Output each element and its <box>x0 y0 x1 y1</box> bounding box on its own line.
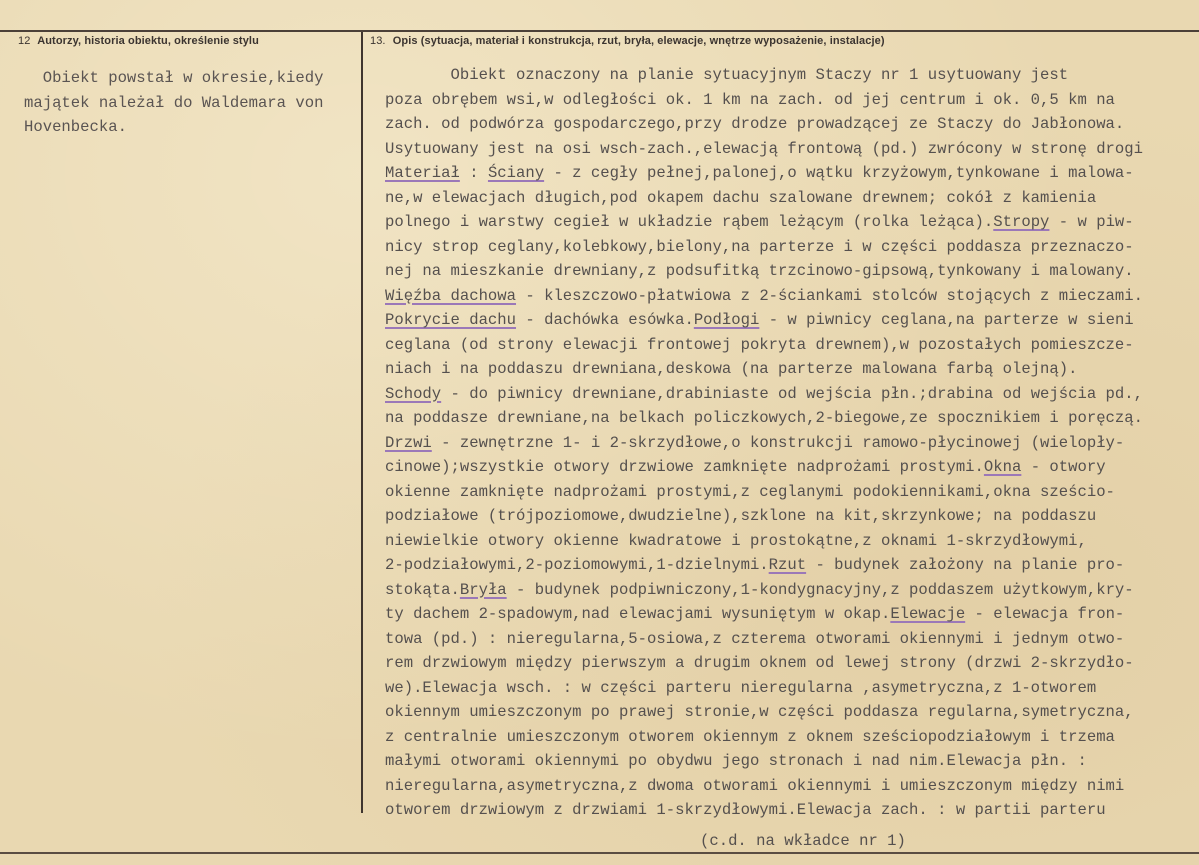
field-12-number: 12 <box>18 35 31 47</box>
field-13-line <box>385 504 1197 529</box>
field-13-line <box>385 333 1197 358</box>
body-text: zach. od podwórza gospodarczego,przy drodze prowadzącej ze Staczy do Jabłonowa. <box>385 115 1125 133</box>
field-13-line <box>385 798 1197 823</box>
field-13-line <box>385 210 1197 235</box>
section-keyword: Bryła <box>459 580 507 599</box>
field-13-line <box>385 259 1197 284</box>
body-text: niach i na poddaszu drewniana,deskowa (na parterze malowana farbą olejną). <box>385 360 1078 378</box>
field-13-line <box>385 382 1197 407</box>
body-text: rem drzwiowym między pierwszym a drugim oknem od lewej strony (drzwi 2-skrzydło- <box>385 654 1134 672</box>
body-text: polnego i warstwy cegieł w układzie rąbem leżącym (rolka leżąca). <box>385 213 994 231</box>
field-13-body <box>385 63 1197 823</box>
field-13-line <box>385 63 1197 88</box>
bottom-rule <box>0 852 1199 854</box>
section-keyword: Schody <box>385 384 442 403</box>
section-keyword: Stropy <box>993 213 1050 231</box>
field-13-line <box>385 602 1197 627</box>
body-text: : <box>459 164 488 182</box>
body-text: nicy strop ceglany,kolebkowy,bielony,na parterze i w części poddasza przeznaczo- <box>385 237 1134 256</box>
field-13-heading <box>370 35 885 47</box>
field-13-line <box>385 112 1197 137</box>
field-13-line <box>385 235 1197 260</box>
body-text: małymi otworami okiennymi po obydwu jego stronach i nad nim.Elewacja płn. : <box>385 752 1087 770</box>
body-text: nieregularna,asymetryczna,z dwoma otworami okiennymi i umieszczonym między nimi <box>385 776 1125 795</box>
body-text: - budynek założony na planie pro- <box>806 556 1125 574</box>
field-12-line: Hovenbecka. <box>24 118 127 136</box>
field-13-line <box>385 676 1197 701</box>
body-text: 2-podziałowymi,2-poziomowymi,1-dzielnymi. <box>385 556 769 574</box>
column-divider <box>361 32 363 813</box>
section-keyword: Materiał <box>385 164 460 182</box>
body-text: stokąta. <box>385 580 460 599</box>
body-text: ty dachem 2-spadowym,nad elewacjami wysuniętym w okap. <box>385 605 891 623</box>
field-13-line <box>385 88 1197 113</box>
body-text: poza obrębem wsi,w odległości ok. 1 km na zach. od jej centrum i ok. 0,5 km na <box>385 90 1115 109</box>
section-keyword: Drzwi <box>385 433 432 452</box>
body-text: - kleszczowo-płatwiowa z 2-ściankami stolców stojących z mieczami. <box>516 286 1143 305</box>
body-text: Usytuowany jest na osi wsch-zach.,elewacją frontową (pd.) zwrócony w stronę drogi <box>385 139 1143 158</box>
field-13-line <box>385 774 1197 799</box>
body-text: z centralnie umieszczonym otworem okiennym z oknem sześciopodziałowym i trzema <box>385 727 1115 746</box>
field-12-line: Obiekt powstał w okresie,kiedy <box>24 69 324 87</box>
body-text: - w piwnicy ceglana,na parterze w sieni <box>759 311 1134 329</box>
field-12-line: majątek należał do Waldemara von <box>24 93 324 112</box>
body-text: cinowe);wszystkie otwory drzwiowe zamknięte nadprożami prostymi. <box>385 458 984 476</box>
body-text: - z cegły pełnej,palonej,o wątku krzyżowym,tynkowane i malowa- <box>544 164 1134 182</box>
section-keyword: Rzut <box>768 556 807 574</box>
body-text: - otwory <box>1021 458 1106 476</box>
body-text: podziałowe (trójpoziomowe,dwudzielne),szklone na kit,skrzynkowe; na poddaszu <box>385 507 1097 525</box>
body-text: ne,w elewacjach długich,pod okapem dachu szalowane drewnem; cokół z kamienia <box>385 188 1097 207</box>
body-text: - zewnętrzne 1- i 2-skrzydłowe,o konstrukcji ramowo-płycinowej (wielopły- <box>431 433 1125 452</box>
section-keyword: Podłogi <box>693 311 760 329</box>
field-12-heading <box>18 35 259 47</box>
field-13-line <box>385 480 1197 505</box>
field-13-line <box>385 578 1197 603</box>
field-13-line <box>385 651 1197 676</box>
continuation-note: (c.d. na wkładce nr 1) <box>700 832 906 850</box>
section-keyword: Więźba dachowa <box>385 286 517 305</box>
body-text: nej na mieszkanie drewniany,z podsufitką trzcinowo-gipsową,tynkowany i malowany. <box>385 262 1134 280</box>
field-13-title: Opis (sytuacja, materiał i konstrukcja, rzut, bryła, elewacje, wnętrze wyposażenie, instalacje) <box>392 35 885 47</box>
field-13-line <box>385 186 1197 211</box>
body-text: - dachówka esówka. <box>516 311 694 329</box>
body-text: - elewacja fron- <box>965 605 1125 623</box>
body-text: Obiekt oznaczony na planie sytuacyjnym Staczy nr 1 usytuowany jest <box>385 66 1069 84</box>
field-13-line <box>385 308 1197 333</box>
section-keyword: Okna <box>983 458 1022 476</box>
body-text: - w piw- <box>1049 213 1134 231</box>
field-13-number: 13. <box>370 35 386 47</box>
field-13-line <box>385 553 1197 578</box>
field-13-line <box>385 284 1197 309</box>
top-rule <box>0 30 1199 32</box>
section-keyword: Elewacje <box>890 605 966 623</box>
field-13-line <box>385 406 1197 431</box>
body-text: we).Elewacja wsch. : w części parteru nieregularna ,asymetryczna,z 1-otworem <box>385 678 1097 697</box>
field-13-line <box>385 357 1197 382</box>
field-13-line <box>385 431 1197 456</box>
body-text: okiennym umieszczonym po prawej stronie,w części poddasza regularna,symetryczna, <box>385 703 1134 721</box>
field-13-line <box>385 137 1197 162</box>
section-keyword: Pokrycie dachu <box>385 311 517 329</box>
field-13-line <box>385 725 1197 750</box>
body-text: ceglana (od strony elewacji frontowej pokryta drewnem),w pozostałych pomieszcze- <box>385 335 1134 354</box>
body-text: na poddasze drewniane,na belkach policzkowych,2-biegowe,ze spocznikiem i poręczą. <box>385 409 1143 427</box>
body-text: - budynek podpiwniczony,1-kondygnacyjny,z poddaszem użytkowym,kry- <box>506 580 1134 599</box>
section-keyword: Ściany <box>487 164 545 182</box>
field-12-body <box>24 66 364 140</box>
body-text: okienne zamknięte nadprożami prostymi,z ceglanymi podokiennikami,okna sześcio- <box>385 482 1115 501</box>
body-text: niewielkie otwory okienne kwadratowe i prostokątne,z oknami 1-skrzydłowymi, <box>385 531 1087 550</box>
field-12-title: Autorzy, historia obiektu, określenie stylu <box>37 35 259 47</box>
field-13-line <box>385 749 1197 774</box>
field-13-line <box>385 529 1197 554</box>
body-text: - do piwnicy drewniane,drabiniaste od wejścia płn.;drabina od wejścia pd., <box>441 384 1143 403</box>
field-13-line <box>385 627 1197 652</box>
field-13-line <box>385 455 1197 480</box>
field-13-line <box>385 700 1197 725</box>
body-text: otworem drzwiowym z drzwiami 1-skrzydłowymi.Elewacja zach. : w partii parteru <box>385 801 1106 819</box>
body-text: towa (pd.) : nieregularna,5-osiowa,z czterema otworami okiennymi i jednym otwo- <box>385 629 1125 648</box>
field-13-line <box>385 161 1197 186</box>
